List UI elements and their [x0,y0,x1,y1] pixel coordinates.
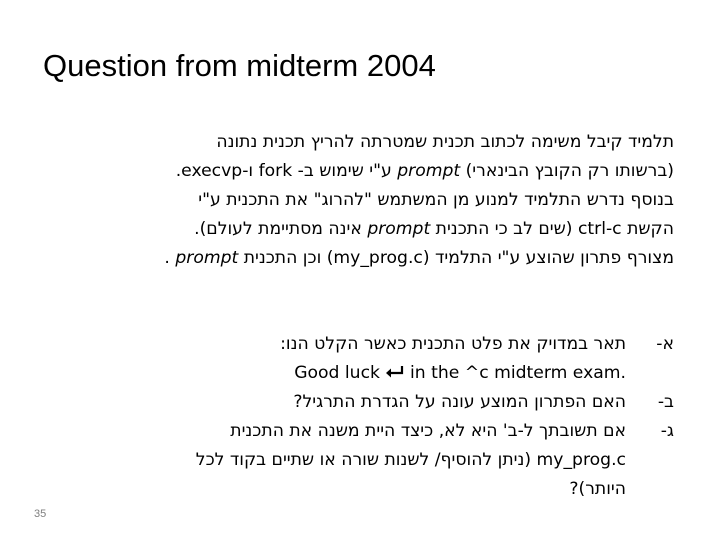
description-line-5: מצורף פתרון שהוצע ע"י התלמיד (my_prog.c) וכן התכנית prompt . [164,248,674,268]
question-a [34,330,674,388]
description-line-4: הקשת ctrl-c (שים לב כי התכנית prompt אינה מסתיימת לעולם). [194,219,674,239]
prompt-term: prompt [175,248,239,268]
question-text: תאר במדויק את פלט התכנית כאשר הקלט הנו: [280,334,626,354]
slide-title: Question from midterm 2004 [43,48,436,83]
question-label: א- [656,334,674,354]
enter-key-icon [384,365,406,379]
question-text: האם הפתרון המוצע עונה על הגדרת התרגיל? [293,392,626,412]
question-text: אם תשובתך ל-ב' היא לא, כיצד היית משנה את התכנית [230,421,626,441]
sub-questions [34,330,674,504]
input-example: Good luck in the ^c midterm exam. [294,363,626,383]
page-number: 35 [34,508,47,520]
question-c [34,417,674,504]
question-b [34,388,674,417]
description-line-3: בנוסף נדרש התלמיד למנוע מן המשתמש "להרוג" את התכנית ע"י [198,190,674,210]
question-text: היותר)? [569,479,626,499]
question-text: my_prog.c (ניתן להוסיף/ לשנות שורה או שתיים בקוד לכל [195,450,626,470]
description-line-1: תלמיד קיבל משימה לכתוב תכנית שמטרתה להריץ תכנית נתונה [216,132,674,152]
question-label: ב- [657,392,674,412]
question-label: ג- [660,421,674,441]
description-line-2: (ברשותו רק הקובץ הבינארי) prompt ע"י שימוש ב- fork ו-execvp. [175,161,674,181]
prompt-term: prompt [367,219,431,239]
prompt-term: prompt [397,161,461,181]
question-description [34,128,674,273]
